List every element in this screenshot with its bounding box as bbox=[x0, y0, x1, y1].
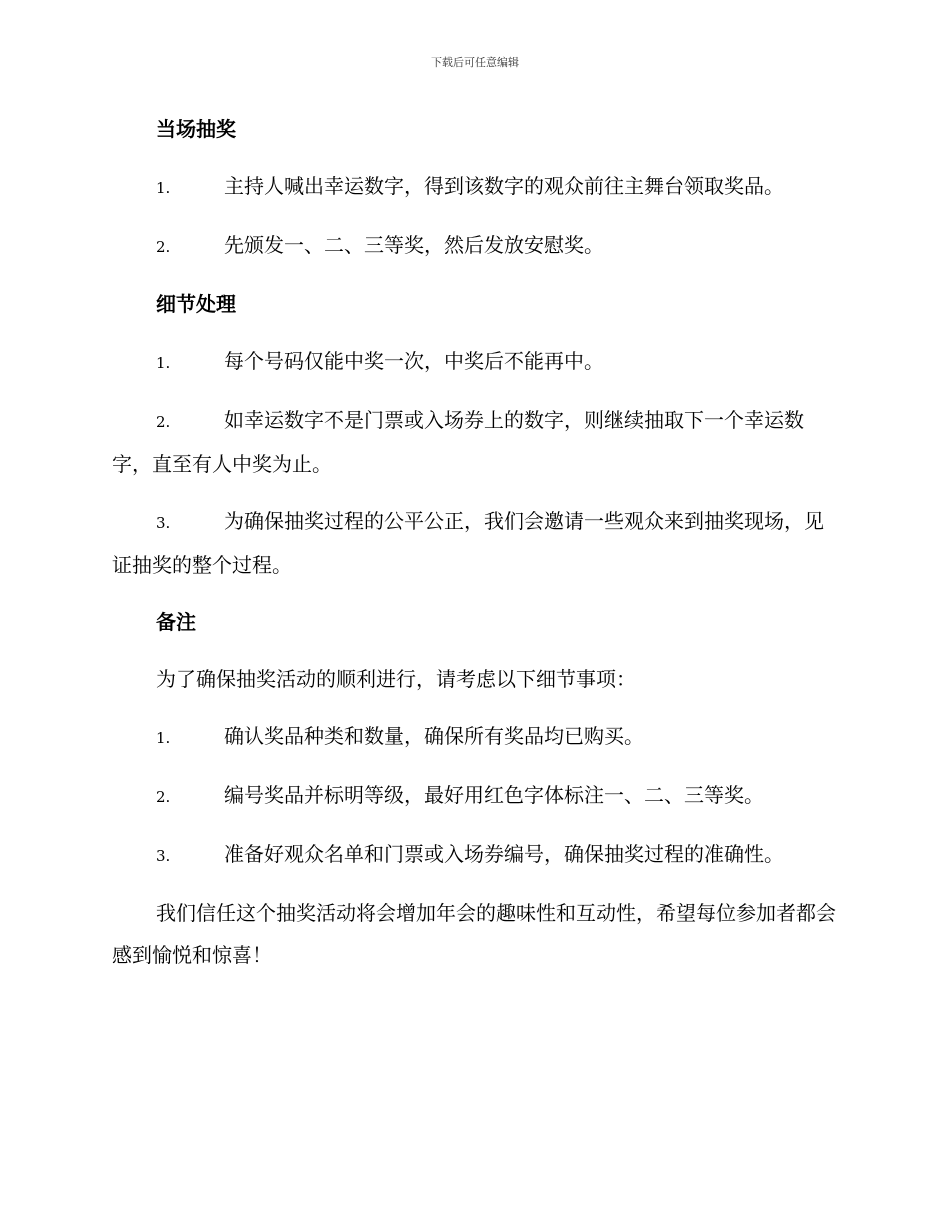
list-item bbox=[112, 500, 837, 586]
list-item bbox=[112, 340, 837, 384]
section-heading-on-site-draw: 当场抽奖 bbox=[156, 117, 236, 141]
list-item-text: 每个号码仅能中奖一次，中奖后不能再中。 bbox=[224, 349, 604, 373]
list-item bbox=[112, 774, 837, 818]
list-item-text: 为确保抽奖过程的公平公正，我们会邀请一些观众来到抽奖现场，见证抽奖的整个过程。 bbox=[112, 509, 824, 577]
list-number: 2. bbox=[156, 788, 171, 806]
list-number: 3. bbox=[156, 847, 171, 865]
list-number: 2. bbox=[156, 413, 171, 431]
document-body bbox=[112, 108, 837, 991]
list-item-text: 准备好观众名单和门票或入场券编号，确保抽奖过程的准确性。 bbox=[224, 842, 784, 866]
list-item bbox=[112, 399, 837, 485]
list-number: 2. bbox=[156, 238, 171, 256]
list-item-text: 确认奖品种类和数量，确保所有奖品均已购买。 bbox=[224, 724, 644, 748]
section-heading-details: 细节处理 bbox=[156, 292, 236, 316]
notes-intro: 为了确保抽奖活动的顺利进行，请考虑以下细节事项： bbox=[156, 667, 636, 691]
list-number: 1. bbox=[156, 729, 171, 747]
list-item-text: 主持人喊出幸运数字，得到该数字的观众前往主舞台领取奖品。 bbox=[224, 174, 784, 198]
list-item-text: 先颁发一、二、三等奖，然后发放安慰奖。 bbox=[224, 233, 604, 257]
list-number: 1. bbox=[156, 354, 171, 372]
list-item-text: 编号奖品并标明等级，最好用红色字体标注一、二、三等奖。 bbox=[224, 783, 764, 807]
list-item bbox=[112, 833, 837, 877]
list-item-text: 如幸运数字不是门票或入场券上的数字，则继续抽取下一个幸运数字，直至有人中奖为止。 bbox=[112, 408, 804, 476]
list-item bbox=[112, 165, 837, 209]
section-heading-notes: 备注 bbox=[156, 610, 196, 634]
page-header: 下载后可任意编辑 bbox=[431, 56, 519, 69]
list-number: 1. bbox=[156, 179, 171, 197]
list-number: 3. bbox=[156, 514, 171, 532]
list-item bbox=[112, 715, 837, 759]
closing-paragraph: 我们信任这个抽奖活动将会增加年会的趣味性和互动性，希望每位参加者都会感到愉悦和惊喜！ bbox=[112, 901, 836, 967]
list-item bbox=[112, 224, 837, 268]
